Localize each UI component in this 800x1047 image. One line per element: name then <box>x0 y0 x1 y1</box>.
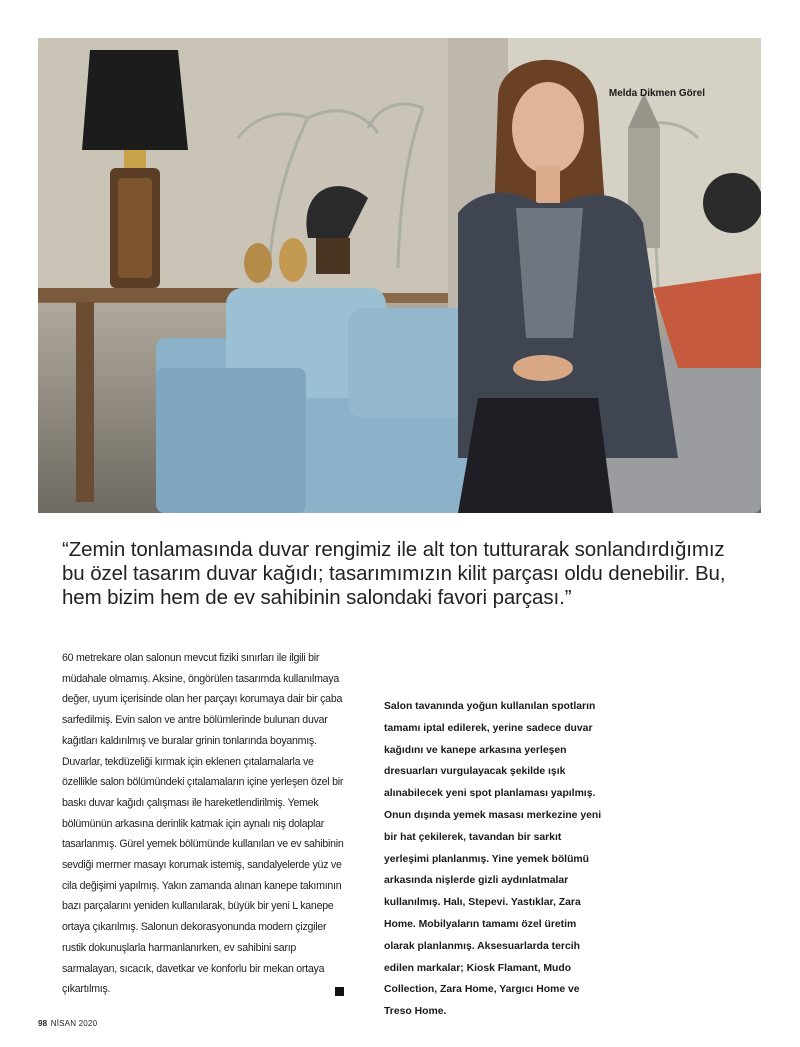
end-mark-icon <box>335 987 344 996</box>
hero-photo <box>38 38 761 513</box>
pull-quote: “Zemin tonlamasında duvar rengimiz ile alt ton tutturarak sonlandırdığımız bu özel tasarım duvar kağıdı; tasarımımızın kilit parçası oldu denebilir. Bu, hem bizim hem de ev sahibinin salondaki favori parçası.” <box>62 538 726 609</box>
interior-scene-illustration <box>38 38 761 513</box>
body-paragraph: 60 metrekare olan salonun mevcut fiziki sınırları ile ilgili bir müdahale olmamış. Aksine, öngörülen tasarımda kullanılmaya değer, uyum içerisinde olan her parçayı korumaya dair bir çaba sarfedilmiş. Evin salon ve antre bölümlerinde bulunan duvar kağıtları kaldırılmış ve buralar grinin tonlarında boyanmış. Duvarlar, tekdüzeliği kırmak için eklenen çıtalamalarla ve özellikle salon bölümündeki çıtalamaların içine yerleşen özel bir baskı duvar kağıdı çalışması ile hareketlendirilmiş. Yemek bölümünün arkasına derinlik katmak için aynalı niş dolaplar tasarlanmış. Gürel yemek bölümünde kullanılan ve ev sahibinin sevdiği mermer masayı korumak istemiş, sandalyelerde yüz ve cila değişimi yapılmış. Yakın zamanda alınan kanepe takımının bazı parçalarını yeniden kullanılarak, büyük bir yeni L kanepe ortaya çıkarılmış. Salonun dekorasyonunda modern çizgiler rustik dokunuşlarla harmanlanırken, ev sahibini sarıp sarmalayan, sıcacık, davetkar ve konforlu bir mekan ortaya çıkartılmış. <box>62 652 344 996</box>
article-sidebar-text <box>384 696 609 1023</box>
page-footer <box>38 1019 97 1028</box>
photo-caption: Melda Dikmen Görel <box>608 88 705 99</box>
article-body-left <box>62 648 344 1000</box>
page-number: 98 <box>38 1019 48 1028</box>
issue-label: NİSAN 2020 <box>50 1019 98 1028</box>
sidebar-paragraph: Salon tavanında yoğun kullanılan spotların tamamı iptal edilerek, yerine sadece duvar kağıdını ve kanepe arkasına yerleşen dresuarları vurgulayacak şekilde ışık alınabilecek yeni spot planlaması yapılmış. Onun dışında yemek masası merkezine yeni bir hat çekilerek, tavandan bir sarkıt yerleşimi planlanmış. Yine yemek bölümü arkasında nişlerde gizli aydınlatmalar kullanılmış. Halı, Stepevi. Yastıklar, Zara Home. Mobilyaların tamamı özel üretim olarak planlanmış. Aksesuarlarda tercih edilen markalar; Kiosk Flamant, Mudo Collection, Zara Home, Yargıcı Home ve Treso Home. <box>384 701 602 1018</box>
